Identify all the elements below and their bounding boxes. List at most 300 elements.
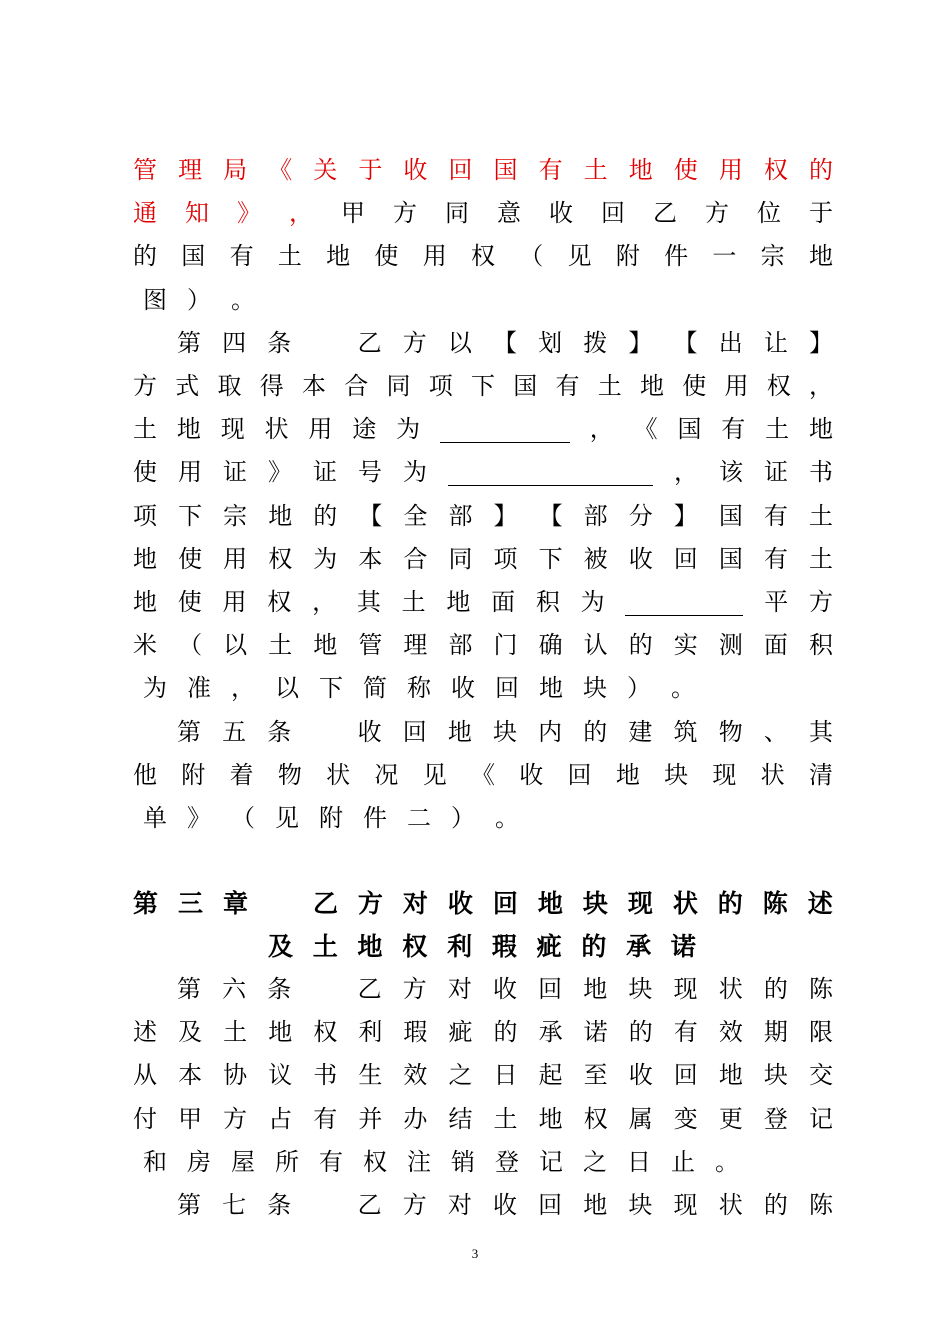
text-line xyxy=(133,495,833,538)
text-char: 《 xyxy=(268,156,293,184)
text-char: 方 xyxy=(705,199,729,228)
text-char: 划 xyxy=(538,328,563,357)
text-char: 地 xyxy=(447,717,472,746)
text-char: 的 xyxy=(313,501,338,530)
text-char: 以 xyxy=(275,674,299,703)
text-line xyxy=(133,408,833,451)
text-char: 条 xyxy=(267,717,292,746)
text-char: 权 xyxy=(766,372,791,400)
text-char: 地 xyxy=(640,372,664,400)
text-char: 七 xyxy=(222,1191,247,1219)
text-char: 积 xyxy=(535,588,560,616)
chapter-heading-line2 xyxy=(268,925,696,968)
text-char: 状 xyxy=(718,1191,743,1219)
text-char: 第 xyxy=(177,328,201,357)
text-char: 状 xyxy=(718,975,743,1003)
text-char: 门 xyxy=(493,631,518,660)
text-char: 局 xyxy=(223,156,248,184)
text-char: 属 xyxy=(628,1104,653,1133)
text-char: 认 xyxy=(583,631,608,660)
text-char: 使 xyxy=(374,242,399,271)
text-char: 日 xyxy=(493,1061,518,1090)
heading-char: 乙 xyxy=(312,889,338,918)
text-char: 见 xyxy=(422,760,447,789)
text-char: 土 xyxy=(401,588,426,616)
text-char: 现 xyxy=(673,975,698,1003)
text-char: 回 xyxy=(673,1061,698,1090)
text-line xyxy=(133,451,833,494)
text-char: 诺 xyxy=(583,1018,608,1047)
text-char: 登 xyxy=(495,1147,519,1176)
text-char: 收 xyxy=(492,1191,517,1219)
text-char: 块 xyxy=(763,1061,788,1090)
text-char: 土 xyxy=(808,544,833,573)
text-char: 块 xyxy=(664,760,689,789)
text-line xyxy=(133,1011,833,1054)
text-char: 记 xyxy=(808,1104,833,1133)
text-char: 部 xyxy=(448,631,473,660)
text-char xyxy=(312,1184,336,1227)
text-char: 块 xyxy=(628,1191,653,1219)
text-char: 使 xyxy=(178,544,203,573)
text-char: 》 xyxy=(268,458,292,487)
text-line xyxy=(133,797,833,840)
text-char: 有 xyxy=(229,242,254,271)
text-char: 回 xyxy=(673,544,698,573)
text-char: 以 xyxy=(223,631,248,660)
text-char xyxy=(312,322,336,365)
text-char: 部 xyxy=(448,501,473,530)
text-char: 同 xyxy=(448,544,473,573)
text-char: 地 xyxy=(583,975,608,1003)
text-char: 取 xyxy=(217,372,242,400)
text-char: 收 xyxy=(357,717,382,746)
text-char: 国 xyxy=(677,415,702,444)
text-char: 简 xyxy=(363,674,387,703)
text-char: 地 xyxy=(176,415,201,444)
text-char: 及 xyxy=(178,1018,203,1047)
text-char: 的 xyxy=(808,156,833,184)
text-char: 地 xyxy=(538,1104,563,1133)
text-char: 权 xyxy=(313,1018,338,1047)
fill-in-blank xyxy=(440,416,570,443)
text-char: 证 xyxy=(764,458,788,487)
text-char: 使 xyxy=(177,588,202,616)
text-char: 让 xyxy=(763,328,788,357)
fill-in-blank xyxy=(448,459,653,486)
text-char: 清 xyxy=(808,760,833,789)
text-char: 记 xyxy=(539,1147,563,1176)
text-char: 用 xyxy=(223,544,248,573)
text-char: 权 xyxy=(268,544,293,573)
heading-char: 瑕 xyxy=(491,932,517,961)
text-char: 从 xyxy=(133,1061,157,1090)
chapter-heading-line1 xyxy=(133,882,833,925)
text-char: 件 xyxy=(664,242,689,271)
text-char: 条 xyxy=(267,1191,292,1219)
heading-char: 的 xyxy=(717,889,743,918)
text-char: 权 xyxy=(583,1104,608,1133)
text-line xyxy=(177,968,833,1011)
text-char: 下 xyxy=(538,544,563,573)
text-char: 土 xyxy=(223,1018,248,1047)
text-char: 为 xyxy=(403,458,427,487)
heading-char: 第 xyxy=(133,889,159,918)
text-char: 起 xyxy=(538,1061,563,1090)
text-char: 土 xyxy=(268,631,293,660)
text-char: 》 xyxy=(187,804,211,832)
text-char: 权 xyxy=(267,588,292,616)
text-char: 第 xyxy=(177,717,201,746)
text-char: （ xyxy=(231,804,255,832)
text-char: 【 xyxy=(492,328,517,357)
text-char: 部 xyxy=(583,501,608,530)
text-char: 图 xyxy=(143,285,167,314)
text-char: 地 xyxy=(628,156,653,184)
text-char: 现 xyxy=(712,760,737,789)
text-char: 地 xyxy=(313,631,338,660)
text-char: 项 xyxy=(133,501,157,530)
text-char: 和 xyxy=(143,1147,167,1176)
text-char: 乙 xyxy=(357,328,382,357)
heading-char: 现 xyxy=(627,889,653,918)
text-char: 宗 xyxy=(223,501,248,530)
text-char: 办 xyxy=(403,1104,428,1133)
text-line xyxy=(133,149,833,192)
text-char: 有 xyxy=(313,1104,338,1133)
text-line xyxy=(133,581,833,624)
text-char: 管 xyxy=(358,631,383,660)
text-char: 管 xyxy=(133,156,157,184)
text-char: 的 xyxy=(133,242,157,271)
text-char: 关 xyxy=(313,156,338,184)
text-char: 况 xyxy=(374,760,399,789)
text-char: ） xyxy=(187,285,211,314)
text-line xyxy=(133,1054,833,1097)
text-char: 国 xyxy=(718,544,743,573)
text-char: 回 xyxy=(402,717,427,746)
text-char: 【 xyxy=(538,501,563,530)
text-char: 块 xyxy=(628,975,653,1003)
text-char: ， xyxy=(231,674,255,703)
text-char: 收 xyxy=(628,544,653,573)
text-char: ， xyxy=(289,199,313,228)
text-char: 承 xyxy=(538,1018,563,1047)
text-char: 地 xyxy=(615,760,640,789)
text-char: 乙 xyxy=(653,199,677,228)
heading-char: 述 xyxy=(807,889,833,918)
text-char: 为 xyxy=(313,544,338,573)
heading-char: 三 xyxy=(177,889,203,918)
text-line xyxy=(133,1141,833,1184)
text-char: 见 xyxy=(275,804,299,832)
text-char: 【 xyxy=(673,328,698,357)
text-char: 块 xyxy=(492,717,517,746)
text-line xyxy=(177,711,833,754)
text-char: 面 xyxy=(763,631,788,660)
text-char: 效 xyxy=(718,1018,743,1047)
text-char: 注 xyxy=(407,1147,431,1176)
text-char: 地 xyxy=(268,501,293,530)
text-char: 地 xyxy=(268,1018,293,1047)
text-char: 甲 xyxy=(178,1104,203,1133)
fill-in-blank xyxy=(625,589,743,616)
text-char: 意 xyxy=(497,199,521,228)
text-char: 全 xyxy=(403,501,428,530)
text-char: 、 xyxy=(763,717,788,746)
text-char: 回 xyxy=(448,156,473,184)
heading-char: 块 xyxy=(582,889,608,918)
text-line xyxy=(133,624,833,667)
text-char: 同 xyxy=(386,372,411,400)
text-char: 积 xyxy=(808,631,833,660)
text-char: 收 xyxy=(628,1061,653,1090)
text-char: 生 xyxy=(358,1061,383,1090)
text-char: 。 xyxy=(671,674,695,703)
text-char: 【 xyxy=(358,501,383,530)
text-char: 土 xyxy=(597,372,622,400)
text-char: 第 xyxy=(177,975,201,1003)
text-char: 用 xyxy=(222,588,247,616)
text-char: 甲 xyxy=(341,199,365,228)
text-char: 该 xyxy=(719,458,743,487)
text-char: 为 xyxy=(580,588,605,616)
text-char: 用 xyxy=(308,415,333,444)
text-char: 二 xyxy=(407,804,431,832)
text-char: 书 xyxy=(809,458,833,487)
text-char: 的 xyxy=(628,1018,653,1047)
text-line xyxy=(177,322,833,365)
text-char: 国 xyxy=(493,156,518,184)
text-char: 条 xyxy=(267,328,292,357)
text-char: 地 xyxy=(133,588,157,616)
text-char: 期 xyxy=(763,1018,788,1047)
text-char: 确 xyxy=(538,631,563,660)
heading-char: 疵 xyxy=(536,932,562,961)
text-char: 附 xyxy=(181,760,206,789)
text-char: 。 xyxy=(231,285,255,314)
text-char: 方 xyxy=(402,328,427,357)
text-char: 地 xyxy=(446,588,471,616)
text-char: 有 xyxy=(721,415,746,444)
heading-char: 诺 xyxy=(670,932,696,961)
text-char: 对 xyxy=(447,975,472,1003)
text-char: 的 xyxy=(763,1191,788,1219)
heading-char: 回 xyxy=(492,889,518,918)
text-char: 乙 xyxy=(357,975,382,1003)
text-char: 物 xyxy=(718,717,743,746)
text-char: 】 xyxy=(628,328,653,357)
text-char: 状 xyxy=(760,760,785,789)
text-char: 四 xyxy=(222,328,247,357)
text-char: 于 xyxy=(809,199,833,228)
heading-char: 土 xyxy=(312,932,338,961)
text-char: 通 xyxy=(133,199,157,228)
text-char xyxy=(312,711,336,754)
text-char: 米 xyxy=(133,631,157,660)
heading-char: 承 xyxy=(626,932,652,961)
text-char: 土 xyxy=(493,1104,518,1133)
text-char: 号 xyxy=(358,458,382,487)
text-char: 状 xyxy=(264,415,289,444)
text-char: 筑 xyxy=(673,717,698,746)
text-char: 土 xyxy=(133,415,157,444)
text-char: 收 xyxy=(519,760,544,789)
heading-char: 及 xyxy=(268,932,294,961)
text-char: 收 xyxy=(403,156,428,184)
text-char: 地 xyxy=(808,242,833,271)
text-line xyxy=(133,279,833,322)
heading-char: 地 xyxy=(537,889,563,918)
text-char: 同 xyxy=(445,199,469,228)
text-char: 变 xyxy=(673,1104,698,1133)
text-char: 权 xyxy=(763,156,788,184)
text-char: 方 xyxy=(133,372,157,400)
text-char: ， xyxy=(674,458,698,487)
text-line xyxy=(133,1098,833,1141)
text-char: 有 xyxy=(673,1018,698,1047)
text-char: 并 xyxy=(358,1104,383,1133)
text-char: 有 xyxy=(319,1147,343,1176)
text-char: 的 xyxy=(493,1018,518,1047)
text-char: 其 xyxy=(356,588,381,616)
text-char: 有 xyxy=(555,372,580,400)
text-char: 面 xyxy=(491,588,516,616)
text-char: 位 xyxy=(757,199,781,228)
text-line xyxy=(133,235,833,278)
text-char: 述 xyxy=(133,1018,157,1047)
text-char: 方 xyxy=(393,199,417,228)
text-char: 收 xyxy=(492,975,517,1003)
heading-char: 陈 xyxy=(762,889,788,918)
text-char: 项 xyxy=(493,544,518,573)
text-char: 地 xyxy=(133,544,157,573)
text-char: 下 xyxy=(178,501,203,530)
text-char: 协 xyxy=(223,1061,248,1090)
text-char: ） xyxy=(451,804,475,832)
text-char: 使 xyxy=(133,458,157,487)
text-char: 国 xyxy=(718,501,743,530)
text-char: 条 xyxy=(267,975,292,1003)
text-line xyxy=(133,754,833,797)
text-char: （ xyxy=(178,631,203,660)
page-number: 3 xyxy=(471,1246,479,1261)
text-char: 土 xyxy=(583,156,608,184)
text-char: 结 xyxy=(448,1104,473,1133)
heading-char: 收 xyxy=(447,889,473,918)
text-char: 回 xyxy=(495,674,519,703)
text-char: 的 xyxy=(628,631,653,660)
text-char: 效 xyxy=(403,1061,428,1090)
text-char: 收 xyxy=(451,674,475,703)
text-char: 式 xyxy=(175,372,200,400)
text-char: 地 xyxy=(718,1061,743,1090)
text-char: 下 xyxy=(319,674,343,703)
text-char: 方 xyxy=(808,588,833,616)
text-char: 证 xyxy=(313,458,337,487)
text-char: 内 xyxy=(538,717,563,746)
text-char: 附 xyxy=(615,242,640,271)
text-char: 其 xyxy=(808,717,833,746)
text-char: 】 xyxy=(493,501,518,530)
heading-char: 的 xyxy=(581,932,607,961)
text-char: 以 xyxy=(447,328,472,357)
text-char: 地 xyxy=(326,242,351,271)
text-char: 占 xyxy=(268,1104,293,1133)
text-char: 国 xyxy=(513,372,538,400)
text-char: 知 xyxy=(185,199,209,228)
text-char: 出 xyxy=(718,328,743,357)
text-char: 收 xyxy=(549,199,573,228)
text-line xyxy=(177,1184,833,1227)
text-char: 用 xyxy=(422,242,447,271)
text-char: 拨 xyxy=(583,328,608,357)
text-char: 日 xyxy=(627,1147,651,1176)
text-char: 五 xyxy=(222,717,247,746)
text-char: 分 xyxy=(628,501,653,530)
text-char: 付 xyxy=(133,1104,157,1133)
text-char: 《 xyxy=(633,415,658,444)
text-char: 回 xyxy=(538,975,563,1003)
text-char: 件 xyxy=(363,804,387,832)
text-char: ， xyxy=(809,372,833,400)
text-char: 理 xyxy=(178,156,203,184)
text-char: 土 xyxy=(277,242,302,271)
heading-char: 状 xyxy=(672,889,698,918)
text-char: 利 xyxy=(358,1018,383,1047)
text-char: 为 xyxy=(396,415,421,444)
text-char: 】 xyxy=(808,328,833,357)
text-char: 状 xyxy=(326,760,351,789)
text-char: 附 xyxy=(319,804,343,832)
text-char: 回 xyxy=(601,199,625,228)
text-char: 块 xyxy=(583,674,607,703)
text-char: 本 xyxy=(178,1061,203,1090)
heading-char xyxy=(268,882,293,925)
text-char: 至 xyxy=(583,1061,608,1090)
text-char: 议 xyxy=(268,1061,293,1090)
text-char: 更 xyxy=(718,1104,743,1133)
text-char: 权 xyxy=(470,242,495,271)
text-char: 用 xyxy=(718,156,743,184)
text-char: 实 xyxy=(673,631,698,660)
text-char: 的 xyxy=(763,975,788,1003)
text-char: 有 xyxy=(763,544,788,573)
text-char: 之 xyxy=(583,1147,607,1176)
text-char: 本 xyxy=(358,544,383,573)
text-char: 宗 xyxy=(760,242,785,271)
text-char: 所 xyxy=(275,1147,299,1176)
text-char: 地 xyxy=(583,1191,608,1219)
text-char: 他 xyxy=(133,760,157,789)
text-char: 】 xyxy=(673,501,698,530)
text-char: 之 xyxy=(448,1061,473,1090)
text-line xyxy=(133,667,833,710)
heading-char: 方 xyxy=(357,889,383,918)
heading-char: 地 xyxy=(357,932,383,961)
text-char: 登 xyxy=(763,1104,788,1133)
text-char: 的 xyxy=(583,717,608,746)
text-char: 第 xyxy=(177,1191,201,1219)
text-char: 一 xyxy=(712,242,737,271)
text-char: 书 xyxy=(313,1061,338,1090)
text-char: 理 xyxy=(403,631,428,660)
heading-char: 对 xyxy=(402,889,428,918)
text-char: 得 xyxy=(259,372,284,400)
text-char: 乙 xyxy=(357,1191,382,1219)
text-line xyxy=(133,192,833,235)
text-char: 途 xyxy=(352,415,377,444)
